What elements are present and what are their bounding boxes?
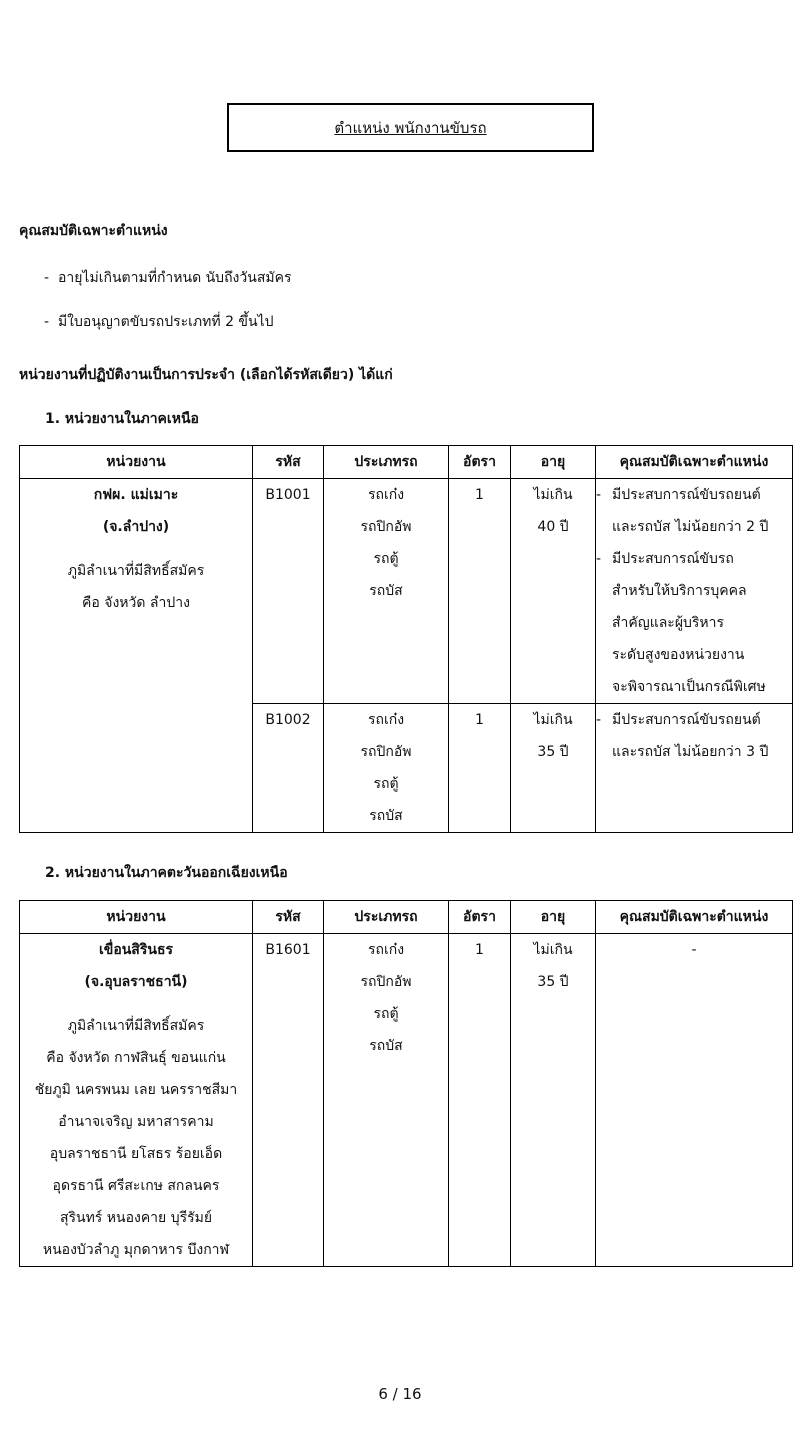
qual-line: และรถบัส ไม่น้อยกว่า 2 ปี (612, 519, 769, 535)
qual-line: สำคัญและผู้บริหาร (612, 615, 725, 631)
qual-item: - มีประสบการณ์ขับรถยนต์ (596, 487, 761, 503)
domicile-line: คือ จังหวัด ลำปาง (82, 595, 190, 611)
qual-line: จะพิจารณาเป็นกรณีพิเศษ (612, 679, 766, 695)
vehicle-cell (324, 479, 449, 704)
vehicle-cell (324, 704, 449, 833)
header-vehicle: ประเภทรถ (324, 901, 449, 934)
qual-item: - มีประสบการณ์ขับรถ (596, 551, 734, 567)
code-cell (253, 704, 324, 833)
age-cell (511, 704, 596, 833)
header-age: อายุ (511, 446, 596, 479)
qual-value: - (691, 942, 697, 958)
vehicle-item: รถบัส (369, 808, 403, 824)
code-value: B1601 (265, 942, 311, 958)
vehicle-item: รถปิกอัพ (360, 744, 412, 760)
vehicle-item: รถบัส (369, 1038, 403, 1054)
qual-item: - มีประสบการณ์ขับรถยนต์ (596, 712, 761, 728)
table-row (20, 934, 793, 1267)
qual-line: ระดับสูงของหน่วยงาน (612, 647, 745, 663)
qualifications-heading: คุณสมบัติเฉพาะตำแหน่ง (19, 223, 168, 239)
vehicle-item: รถปิกอัพ (360, 519, 412, 535)
code-cell (253, 934, 324, 1267)
domicile-line: อุดรธานี ศรีสะเกษ สกลนคร (52, 1178, 220, 1194)
unit-cell (20, 934, 253, 1267)
header-vehicle: ประเภทรถ (324, 446, 449, 479)
age-line: 35 ปี (537, 974, 569, 990)
header-code: รหัส (253, 901, 324, 934)
vehicle-item: รถปิกอัพ (360, 974, 412, 990)
header-age: อายุ (511, 901, 596, 934)
table-row (20, 479, 793, 704)
qualification-text: มีใบอนุญาตขับรถประเภทที่ 2 ขึ้นไป (57, 314, 274, 330)
domicile-line: ภูมิลำเนาที่มีสิทธิ์สมัคร (67, 563, 205, 579)
age-cell (511, 479, 596, 704)
vehicle-item: รถเก๋ง (367, 942, 405, 958)
rate-value: 1 (475, 712, 484, 728)
vehicle-item: รถเก๋ง (367, 487, 405, 503)
qualification-item: - อายุไม่เกินตามที่กำหนด นับถึงวันสมัคร (44, 270, 292, 286)
position-title: ตำแหน่ง พนักงานขับรถ (334, 118, 487, 137)
page-number: 6 / 16 (378, 1385, 422, 1403)
table-header-row (20, 446, 793, 479)
vehicle-item: รถตู้ (373, 551, 399, 567)
domicile-line: อุบลราชธานี ยโสธร ร้อยเอ็ด (49, 1146, 223, 1162)
code-value: B1001 (265, 487, 311, 503)
vehicle-item: รถตู้ (373, 776, 399, 792)
code-cell (253, 479, 324, 704)
units-heading: หน่วยงานที่ปฏิบัติงานเป็นการประจำ (เลือกได้รหัสเดียว) ได้แก่ (19, 367, 393, 383)
vehicle-item: รถตู้ (373, 1006, 399, 1022)
qualification-cell (596, 934, 793, 1267)
unit-cell (20, 479, 253, 833)
header-rate: อัตรา (449, 901, 511, 934)
rate-cell (449, 704, 511, 833)
rate-value: 1 (475, 487, 484, 503)
domicile-line: สุรินทร์ หนองคาย บุรีรัมย์ (59, 1210, 213, 1226)
header-qual: คุณสมบัติเฉพาะตำแหน่ง (596, 901, 793, 934)
header-code: รหัส (253, 446, 324, 479)
vehicle-item: รถเก๋ง (367, 712, 405, 728)
age-line: ไม่เกิน (533, 942, 573, 958)
header-unit: หน่วยงาน (20, 446, 253, 479)
unit-province: (จ.ลำปาง) (102, 519, 170, 535)
rate-cell (449, 479, 511, 704)
vehicle-cell (324, 934, 449, 1267)
rate-cell (449, 934, 511, 1267)
qualification-cell (596, 704, 793, 833)
qualification-item: - มีใบอนุญาตขับรถประเภทที่ 2 ขึ้นไป (44, 314, 274, 330)
domicile-line: หนองบัวลำภู มุกดาหาร บึงกาฬ (42, 1242, 230, 1258)
position-title-box (227, 103, 594, 152)
age-cell (511, 934, 596, 1267)
unit-name: กฟผ. แม่เมาะ (93, 487, 179, 503)
header-qual: คุณสมบัติเฉพาะตำแหน่ง (596, 446, 793, 479)
table-header-row (20, 901, 793, 934)
age-line: ไม่เกิน (533, 712, 573, 728)
qual-line: และรถบัส ไม่น้อยกว่า 3 ปี (612, 744, 769, 760)
domicile-line: อำนาจเจริญ มหาสารคาม (58, 1114, 214, 1130)
age-line: 35 ปี (537, 744, 569, 760)
section2-heading: 2. หน่วยงานในภาคตะวันออกเฉียงเหนือ (45, 865, 288, 881)
age-line: ไม่เกิน (533, 487, 573, 503)
domicile-line: ชัยภูมิ นครพนม เลย นครราชสีมา (34, 1082, 238, 1098)
qualification-text: อายุไม่เกินตามที่กำหนด นับถึงวันสมัคร (57, 270, 292, 286)
age-line: 40 ปี (537, 519, 569, 535)
unit-province: (จ.อุบลราชธานี) (84, 974, 188, 990)
vehicle-item: รถบัส (369, 583, 403, 599)
code-value: B1002 (265, 712, 311, 728)
northeast-units-table (19, 900, 793, 1267)
qualification-cell (596, 479, 793, 704)
unit-name: เขื่อนสิรินธร (98, 942, 174, 958)
section1-heading: 1. หน่วยงานในภาคเหนือ (45, 411, 199, 427)
domicile-line: คือ จังหวัด กาฬสินธุ์ ขอนแก่น (46, 1050, 226, 1066)
domicile-line: ภูมิลำเนาที่มีสิทธิ์สมัคร (67, 1018, 205, 1034)
rate-value: 1 (475, 942, 484, 958)
north-units-table (19, 445, 793, 833)
header-unit: หน่วยงาน (20, 901, 253, 934)
header-rate: อัตรา (449, 446, 511, 479)
qual-line: สำหรับให้บริการบุคคล (612, 583, 747, 599)
